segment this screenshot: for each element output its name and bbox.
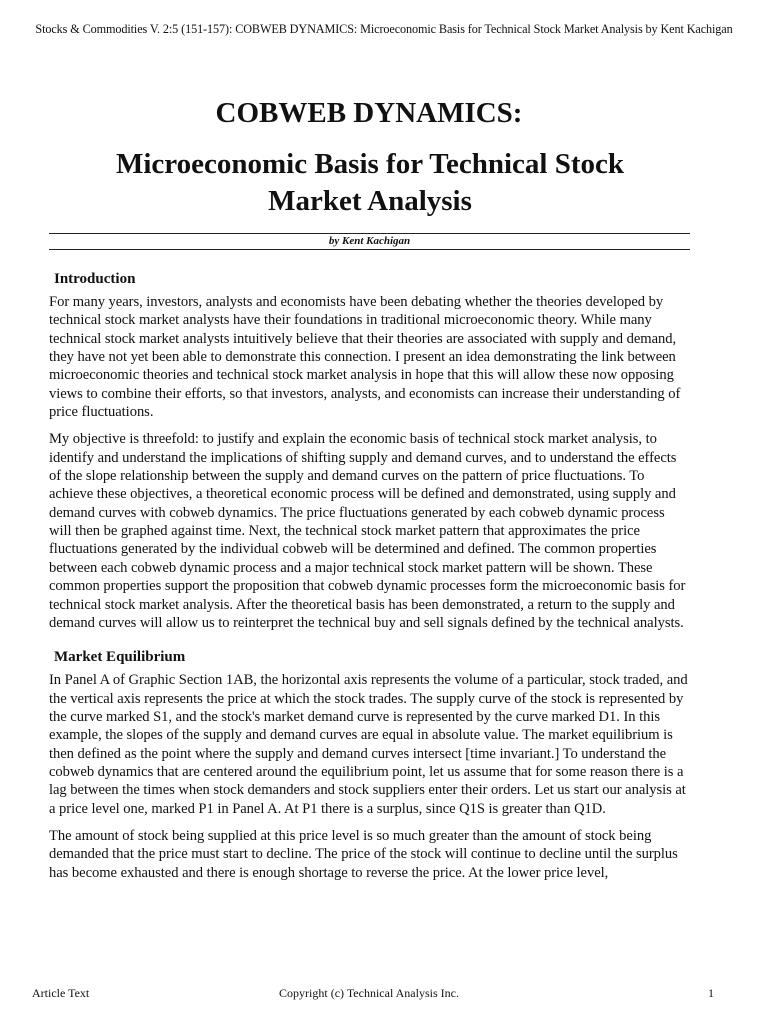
- paragraph: In Panel A of Graphic Section 1AB, the horizontal axis represents the volume of a particular, stock traded, and the vertical axis represents the price at which the stock trades. The supply curve of the stock is represented by the curve marked S1, and the stock's market demand curve is represented by the curve marked D1. In this example, the slopes of the supply and demand curves are equal in absolute value. The market equilibrium is then defined as the point where the supply and demand curves intersect [time invariant.] To understand the cobweb dynamics that are centered around the equilibrium point, let us assume that for some reason there is a lag between the times when stock demanders and stock suppliers enter their orders. Let us start our analysis at a price level one, marked P1 in Panel A. At P1 there is a surplus, since Q1S is greater than Q1D.: [49, 672, 688, 817]
- paragraph: The amount of stock being supplied at this price level is so much greater than the amount of stock being demanded that the price must start to decline. The price of the stock will continue to decline until the surplus has become exhausted and there is enough shortage to reverse the price. At the lower price level,: [49, 827, 678, 881]
- page-number: 1: [708, 986, 714, 1000]
- section-heading-market-equilibrium: Market Equilibrium: [54, 649, 186, 666]
- paragraph: For many years, investors, analysts and economists have been debating whether the theories developed by technical stock market analysts have their foundations in traditional microeconomic theory. While many technical stock market analysts intuitively believe that their theories are associated with supply and demand, they have not yet been able to demonstrate this connection. I present an idea demonstrating the link between microeconomic theories and technical stock market analysis in hope that this will allow these now opposing views to combine their efforts, so that investors, analysts, and economists can increase their understanding of price fluctuations.: [49, 294, 681, 421]
- footer-copyright: Copyright (c) Technical Analysis Inc.: [279, 986, 459, 1000]
- byline: by Kent Kachigan: [328, 235, 411, 247]
- section-heading-introduction: Introduction: [54, 271, 136, 287]
- article-body: [49, 268, 690, 891]
- article-title: COBWEB DYNAMICS:: [215, 97, 523, 129]
- running-header: Stocks & Commodities V. 2:5 (151-157): COBWEB DYNAMICS: Microeconomic Basis for Technical Stock Market Analysis by Kent Kachigan: [35, 22, 733, 36]
- article-subtitle: Microeconomic Basis for Technical Stock Market Analysis: [115, 148, 624, 217]
- paragraph: My objective is threefold: to justify and explain the economic basis of technical stock market analysis, to identify and understand the implications of shifting supply and demand curves, and to understand the effects of the slope relationship between the supply and demand curves on the pattern of price fluctuations. To achieve these objectives, a theoretical economic process will be defined and demonstrated, using supply and demand curves with cobweb dynamics. The price fluctuations generated by each cobweb dynamic process will then be graphed against time. Next, the technical stock market pattern that approximates the price fluctuations generated by the individual cobweb will be determined and defined. The common properties between each cobweb dynamic process and a major technical stock market pattern will be shown. These common properties support the proposition that cobweb dynamic processes form the microeconomic basis for technical stock market analysis. After the theoretical basis has been demonstrated, a return to the supply and demand curves will allow us to reinterpret the technical buy and sell signals defined by the technical analysts.: [49, 431, 686, 631]
- footer-label: Article Text: [32, 986, 90, 1000]
- byline-bottom-rule: [49, 249, 690, 250]
